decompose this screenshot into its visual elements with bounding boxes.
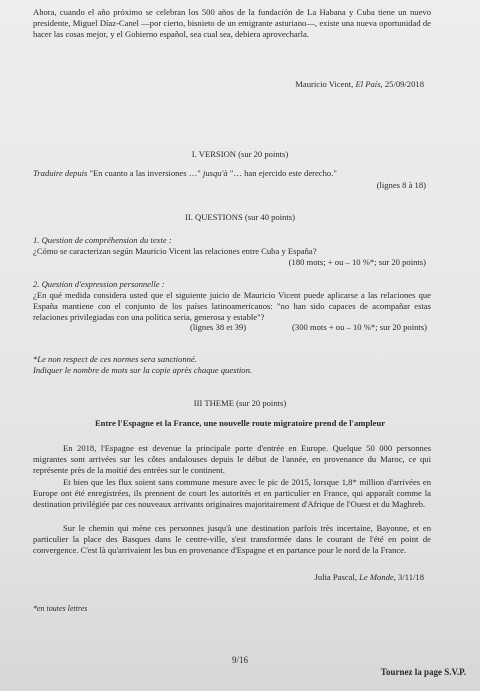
version-lines: (lignes 8 à 18) bbox=[376, 180, 426, 190]
theme-source-author: Julia Pascal, bbox=[314, 572, 360, 582]
version-quote-start: "En cuanto a las inversiones …" bbox=[87, 168, 203, 178]
intro-source-author: Mauricio Vicent, bbox=[295, 79, 356, 89]
theme-title: Entre l'Espagne et la France, une nouvelle route migratoire prend de l'ampleur bbox=[94, 418, 386, 428]
note-1: *Le non respect de ces normes sera sanctionné. bbox=[33, 354, 197, 364]
theme-paragraph-1: En 2018, l'Espagne est devenue la principale porte d'entrée en Europe. Quelque 50 000 personnes migrantes sont arrivées sur les côtes andalouses depuis le début de l'année, en provenance du Maroc, ce qui représente près de la moitié des entrées sur le continent. bbox=[33, 443, 431, 476]
q1-text: ¿Cómo se caracterizan según Mauricio Vicent las relaciones entre Cuba y España? bbox=[33, 246, 317, 256]
theme-heading: III THEME (sur 20 points) bbox=[193, 398, 287, 408]
turn-page-note: Tournez la page S.V.P. bbox=[380, 667, 466, 677]
q1-words: (180 mots; + ou – 10 %*; sur 20 points) bbox=[288, 257, 426, 267]
q2-lines: (lignes 38 et 39) bbox=[190, 322, 247, 332]
q2-text: ¿En qué medida considera usted que el siguiente juicio de Mauricio Vicent puede aplicarse a las relaciones que España mantiene con el conjunto de los países latinoamericanos: "no han sido capaces de acompañar estas relaciones privilegiadas con una política seria, generosa y estable"? bbox=[33, 290, 431, 323]
intro-source bbox=[295, 79, 424, 90]
version-instruction-b: jusqu'à bbox=[202, 168, 228, 178]
theme-source bbox=[315, 572, 425, 583]
note-2: Indiquer le nombre de mots sur la copie après chaque question. bbox=[33, 365, 253, 375]
theme-source-paper: Le Monde bbox=[359, 572, 394, 582]
theme-source-date: , 3/11/18 bbox=[393, 572, 424, 582]
version-quote-end: "… han ejercido este derecho." bbox=[227, 168, 337, 178]
theme-footnote: *en toutes lettres bbox=[33, 604, 88, 613]
theme-paragraph-2: Et bien que les flux soient sans commune mesure avec le pic de 2015, lorsque 1,8* million d'arrivées en Europe ont été enregistrées, ils prennent de court les autorités et en particulier en France, qui apparaît comme la destination privilégiée par ces nouveaux arrivants originaires majoritairement d'Afrique de l'Ouest et du Maghreb. bbox=[33, 477, 431, 510]
intro-source-date: , 25/09/2018 bbox=[380, 79, 424, 89]
version-instruction bbox=[33, 168, 337, 179]
theme-paragraph-3: Sur le chemin qui mène ces personnes jusqu'à une destination parfois très incertaine, Bayonne, et en particulier la place des Basques dans le centre-ville, s'est transformée dans le courant de l'été en point de convergence. C'est là qu'arrivaient les bus en provenance d'Espagne et en partance pour le nord de la France. bbox=[33, 523, 431, 556]
questions-heading: II. QUESTIONS (sur 40 points) bbox=[184, 212, 296, 222]
version-heading: I. VERSION (sur 20 points) bbox=[191, 149, 289, 159]
q2-words: (300 mots + ou – 10 %*; sur 20 points) bbox=[292, 322, 427, 332]
intro-paragraph: Ahora, cuando el año próximo se celebran los 500 años de la fundación de La Habana y Cuba tiene un nuevo presidente, Miguel Díaz-Canel —por cierto, bisnieto de un emigrante asturiano—, existe una nueva oportunidad de hacer las cosas mejor, y el Gobierno español, sea cual sea, debiera aprovecharla. bbox=[33, 7, 431, 40]
intro-source-paper: El País bbox=[355, 79, 381, 89]
q1-title: 1. Question de compréhension du texte : bbox=[33, 235, 172, 245]
page-number: 9/16 bbox=[231, 655, 248, 665]
q2-title: 2. Question d'expression personnelle : bbox=[33, 279, 165, 289]
version-instruction-a: Traduire depuis bbox=[33, 168, 88, 178]
